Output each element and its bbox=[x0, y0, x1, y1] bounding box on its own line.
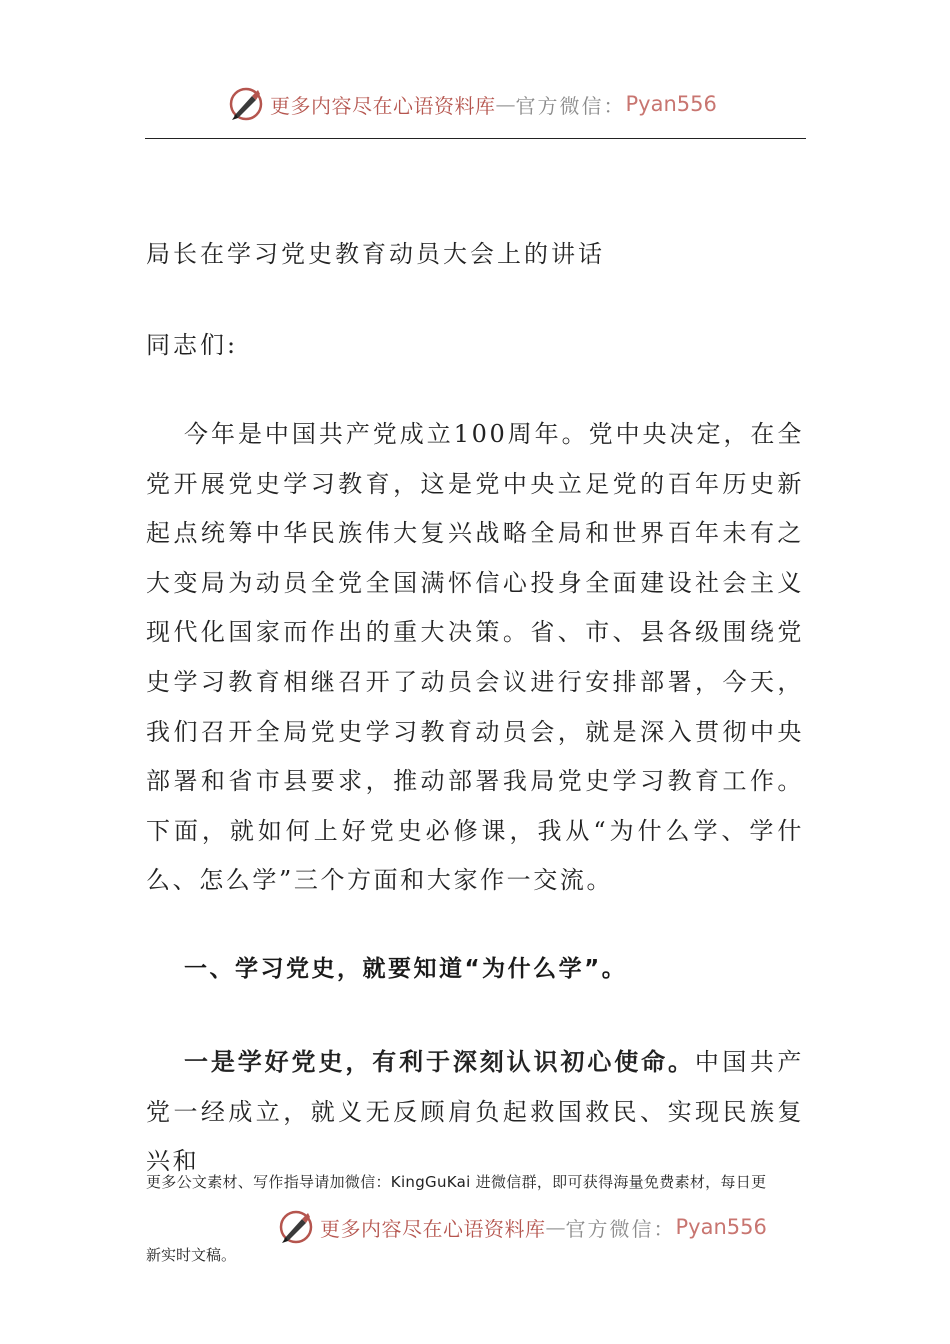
header-divider bbox=[145, 138, 806, 139]
pen-logo-icon bbox=[228, 86, 264, 122]
point-1-bold-lead: 一是学好党史，有利于深刻认识初心使命。 bbox=[184, 1048, 695, 1076]
pen-logo-icon bbox=[278, 1209, 314, 1245]
body-paragraph-2 bbox=[146, 1038, 804, 1187]
point-1-text: 中国共产党一经成立，就义无反顾肩负起救国救民、实现民族复兴和 bbox=[146, 1048, 804, 1176]
watermark-top bbox=[228, 86, 717, 122]
body-paragraph-1: 今年是中国共产党成立100周年。党中央决定，在全党开展党史学习教育，这是党中央立足党的百年历史新起点统筹中华民族伟大复兴战略全局和世界百年未有之大变局为动员全党全国满怀信心投身全面建设社会主义现代化国家而作出的重大决策。省、市、县各级围绕党史学习教育相继召开了动员会议进行安排部署，今天，我们召开全局党史学习教育动员会，就是深入贯彻中央部署和省市县要求，推动部署我局党史学习教育工作。下面，就如何上好党史必修课，我从“为什么学、学什么、怎么学”三个方面和大家作一交流。 bbox=[146, 420, 804, 895]
watermark-main-text: 更多内容尽在心语资料库 bbox=[270, 93, 496, 118]
salutation: 同志们: bbox=[146, 331, 239, 359]
section-heading-1: 一、学习党史，就要知道“为什么学”。 bbox=[184, 956, 628, 982]
watermark-label: 官方微信： bbox=[565, 1216, 676, 1241]
footer-note-tail: 新实时文稿。 bbox=[146, 1246, 237, 1264]
watermark-id: Pyan556 bbox=[625, 92, 717, 116]
watermark-id: Pyan556 bbox=[675, 1215, 767, 1239]
document-title: 局长在学习党史教育动员大会上的讲话 bbox=[146, 240, 605, 268]
watermark-separator: — bbox=[545, 1215, 566, 1239]
footer-note: 更多公文素材、写作指导请加微信：KingGuKai 进微信群，即可获得海量免费素材，每日更 bbox=[146, 1173, 767, 1191]
watermark-separator: — bbox=[495, 92, 516, 116]
watermark-bottom bbox=[278, 1209, 767, 1245]
watermark-main-text: 更多内容尽在心语资料库 bbox=[320, 1216, 546, 1241]
watermark-label: 官方微信： bbox=[515, 93, 626, 118]
